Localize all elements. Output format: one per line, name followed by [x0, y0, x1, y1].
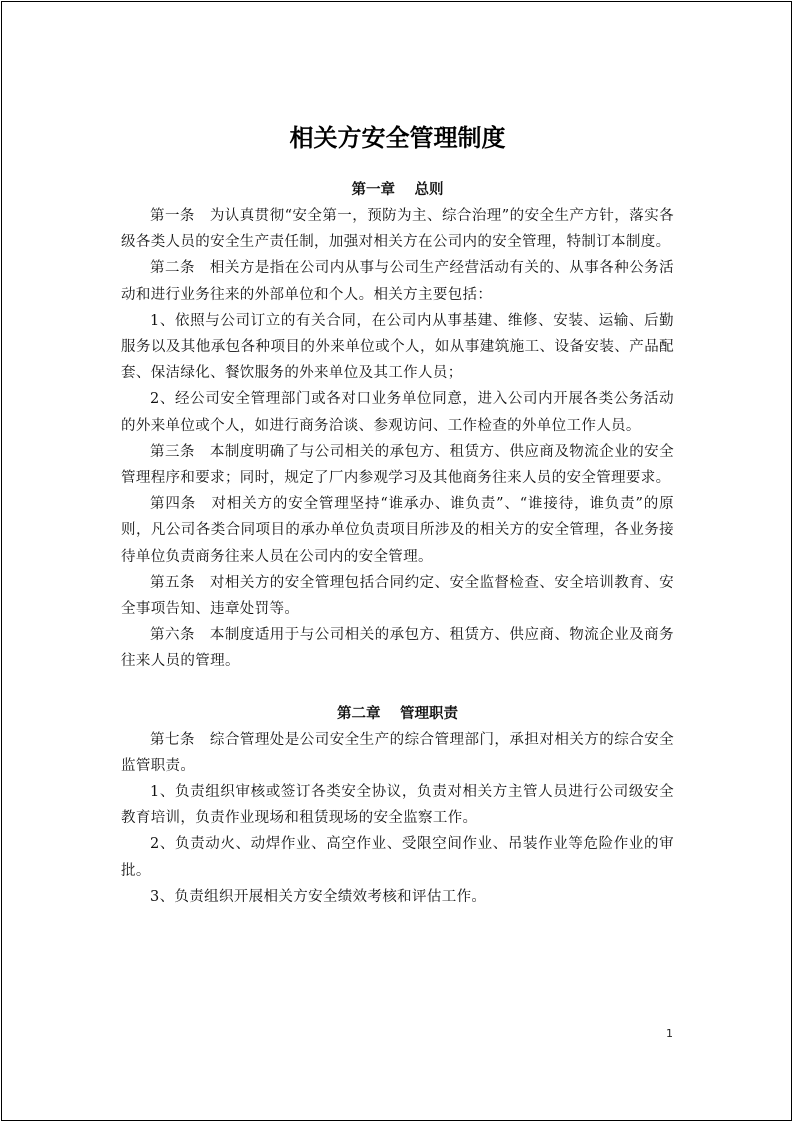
article-label: 第四条 [150, 496, 212, 513]
article-7-item-2 [121, 831, 674, 883]
article-3 [121, 439, 674, 491]
article-6 [121, 622, 674, 674]
article-label: 第二条 [150, 260, 210, 277]
article-label: 第五条 [150, 574, 210, 591]
article-text: 1、负责组织审核或签订各类安全协议，负责对相关方主管人员进行公司级安全教育培训，负责作业现场和租赁现场的安全监察工作。 [121, 784, 674, 827]
article-5 [121, 570, 674, 622]
article-text: 2、负责动火、动焊作业、高空作业、受限空间作业、吊装作业等危险作业的审批。 [121, 836, 674, 879]
chapter-1-general-provisions [121, 177, 674, 675]
article-1 [121, 203, 674, 255]
chapter-2-management-duties [121, 701, 674, 910]
article-7 [121, 727, 674, 779]
article-text: 1、依照与公司订立的有关合同，在公司内从事基建、维修、安装、运输、后勤服务以及其他承包各种项目的外来单位或个人，如从事建筑施工、设备安装、产品配套、保洁绿化、餐饮服务的外来单位及其工作人员； [121, 312, 674, 382]
article-2 [121, 255, 674, 307]
article-text: 本制度适用于与公司相关的承包方、租赁方、供应商、物流企业及商务往来人员的管理。 [121, 627, 674, 670]
article-label: 第一条 [150, 208, 210, 224]
article-2-item-1 [121, 308, 674, 387]
document-title: 相关方安全管理制度 [289, 124, 506, 152]
article-2-item-2 [121, 386, 674, 438]
article-text: 对相关方的安全管理坚持“谁承办、谁负责”、“谁接待，谁负责”的原则，凡公司各类合同项目的承办单位负责项目所涉及的相关方的安全管理，各业务接待单位负责商务往来人员在公司内的安全管理。 [121, 496, 674, 565]
article-text: 相关方是指在公司内从事与公司生产经营活动有关的、从事各种公务活动和进行业务往来的外部单位和个人。相关方主要包括： [121, 260, 674, 303]
page-number: 1 [666, 1027, 673, 1040]
article-text: 综合管理处是公司安全生产的综合管理部门，承担对相关方的综合安全监管职责。 [121, 731, 674, 774]
chapter-heading: 第一章 总则 [351, 181, 444, 198]
document-content [121, 114, 674, 910]
article-text: 3、负责组织开展相关方安全绩效考核和评估工作。 [150, 888, 487, 905]
article-7-item-3 [121, 884, 674, 910]
document-page [1, 1, 792, 1121]
article-text: 本制度明确了与公司相关的承包方、租赁方、供应商及物流企业的安全管理程序和要求；同时，规定了厂内参观学习及其他商务往来人员的安全管理要求。 [121, 443, 674, 487]
article-text: 为认真贯彻“安全第一，预防为主、综合治理”的安全生产方针，落实各级各类人员的安全生产责任制，加强对相关方在公司内的安全管理，特制订本制度。 [121, 208, 674, 251]
article-label: 第六条 [150, 627, 210, 644]
article-7-item-1 [121, 779, 674, 831]
article-text: 2、经公司安全管理部门或各对口业务单位同意，进入公司内开展各类公务活动的外来单位或个人，如进行商务洽谈、参观访问、工作检查的外单位工作人员。 [121, 391, 674, 434]
article-label: 第七条 [150, 731, 210, 748]
chapter-heading: 第二章 管理职责 [336, 704, 459, 722]
article-label: 第三条 [150, 443, 210, 460]
article-4 [121, 491, 674, 570]
article-text: 对相关方的安全管理包括合同约定、安全监督检查、安全培训教育、安全事项告知、违章处罚等。 [121, 574, 674, 618]
